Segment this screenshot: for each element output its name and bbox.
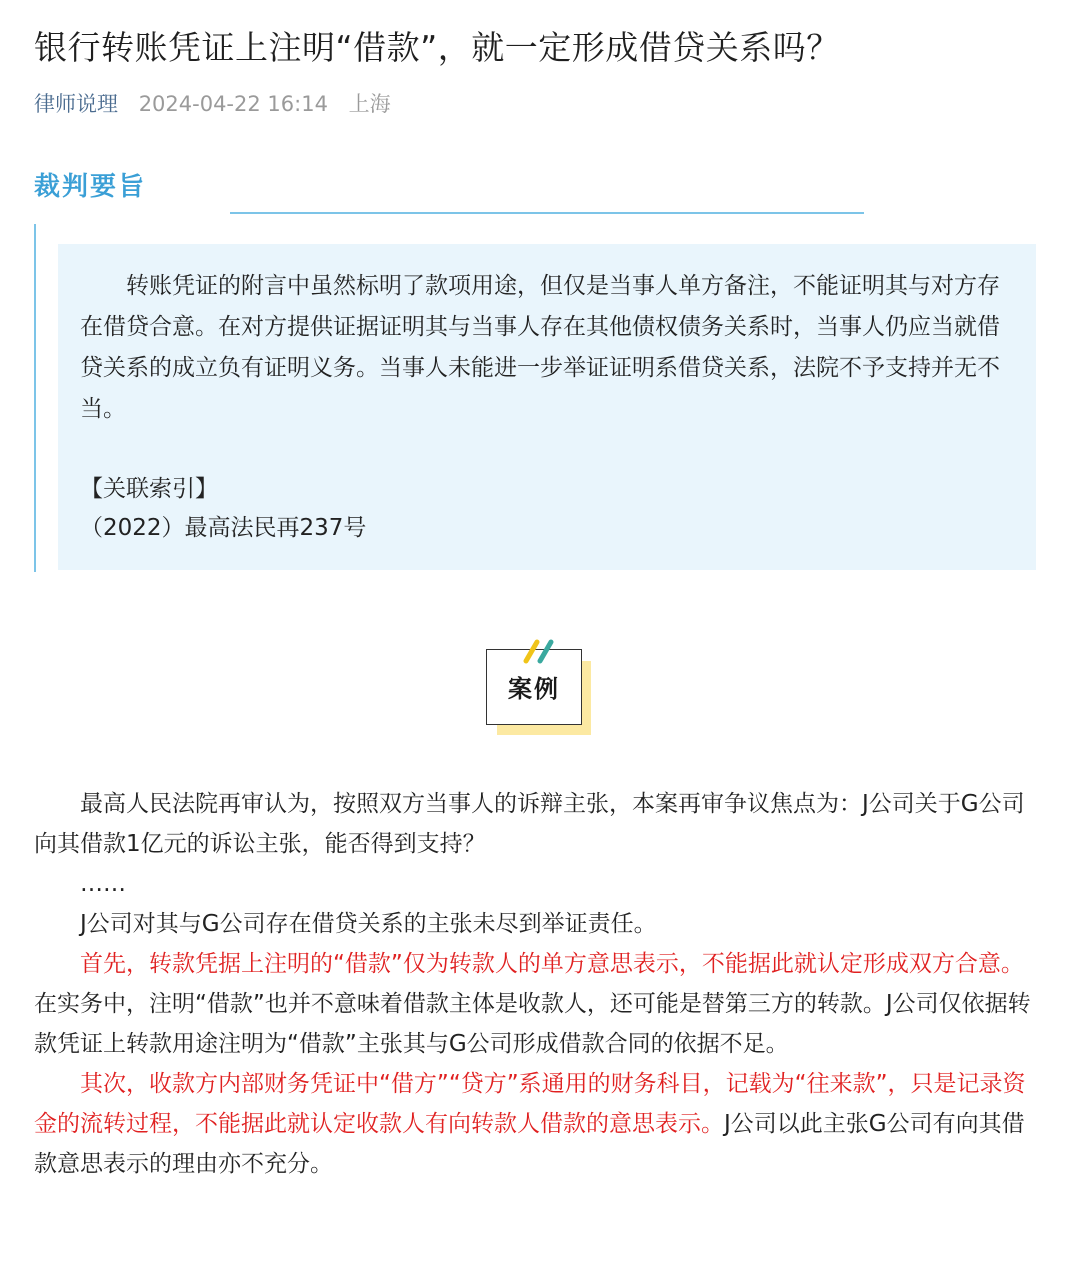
case-ellipsis: ……	[80, 871, 126, 897]
publish-datetime: 2024-04-22 16:14	[138, 92, 328, 116]
related-index-heading: 【关联索引】	[80, 476, 218, 502]
case-body	[34, 784, 1036, 1184]
summary-left-border	[34, 224, 36, 572]
case-paragraph: J公司对其与G公司存在借贷关系的主张未尽到举证责任。	[80, 911, 657, 937]
case-badge-label: 案例	[508, 675, 560, 703]
case-paragraph	[34, 1064, 1036, 1184]
publish-location: 上海	[348, 92, 391, 116]
case-paragraph: 最高人民法院再审认为，按照双方当事人的诉辩主张，本案再审争议焦点为：J公司关于G公司向其借款1亿元的诉讼主张，能否得到支持？	[34, 791, 1025, 857]
article-title: 银行转账凭证上注明“借款”，就一定形成借贷关系吗？	[34, 28, 840, 67]
source-link[interactable]: 律师说理	[34, 92, 118, 116]
article-meta	[34, 90, 391, 118]
highlighted-text: 首先，转款凭据上注明的“借款”仅为转款人的单方意思表示，不能据此就认定形成双方合意。	[80, 951, 1024, 977]
paragraph-text: 在实务中，注明“借款”也并不意味着借款主体是收款人，还可能是替第三方的转款。J公司仅依据转款凭证上转款用途注明为“借款”主张其与G公司形成借款合同的依据不足。	[34, 991, 1031, 1057]
paragraph-text: J公司以此主张G公司有向其借款意思表示的理由亦不充分。	[34, 1111, 1025, 1177]
highlighted-text: 其次，收款方内部财务凭证中“借方”“贷方”系通用的财务科目，记载为“往来款”，只是记录资金的流转过程，不能据此就认定收款人有向转款人借款的意思表示。	[34, 1071, 1026, 1137]
related-index-value: （2022）最高法民再237号	[80, 515, 367, 541]
case-paragraph	[34, 944, 1036, 1064]
ruling-summary-text: 转账凭证的附言中虽然标明了款项用途，但仅是当事人单方备注，不能证明其与对方存在借贷合意。在对方提供证据证明其与当事人存在其他债权债务关系时，当事人仍应当就借贷关系的成立负有证明义务。当事人未能进一步举证证明系借贷关系，法院不予支持并无不当。	[80, 273, 1000, 422]
heading-divider	[230, 212, 864, 214]
ruling-summary-heading: 裁判要旨	[34, 172, 147, 202]
double-slash-icon	[520, 638, 564, 664]
